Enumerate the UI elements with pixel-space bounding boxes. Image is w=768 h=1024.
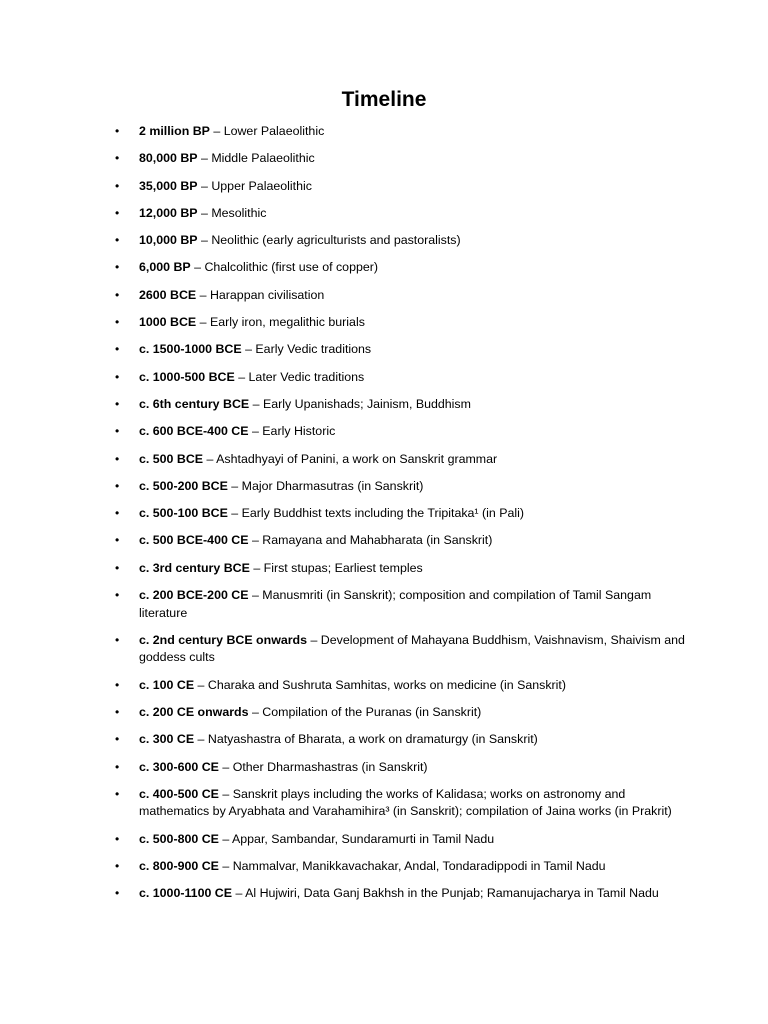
timeline-entry bbox=[0, 885, 768, 903]
timeline-entry bbox=[0, 560, 768, 578]
timeline-list bbox=[0, 123, 768, 913]
bullet-icon: • bbox=[115, 886, 120, 901]
entry-separator: – bbox=[249, 396, 263, 411]
entry-description: Major Dharmasutras (in Sanskrit) bbox=[241, 478, 424, 493]
entry-description: Manusmriti (in Sanskrit); composition and compilation of Tamil Sangam literature bbox=[139, 588, 652, 620]
timeline-entry bbox=[0, 287, 768, 305]
entry-separator: – bbox=[190, 260, 205, 275]
entry-date: c. 300-600 CE bbox=[139, 759, 219, 774]
entry-description: Mesolithic bbox=[211, 205, 267, 220]
timeline-entry bbox=[0, 478, 768, 496]
bullet-icon: • bbox=[115, 205, 120, 220]
entry-date: c. 100 CE bbox=[139, 677, 195, 692]
bullet-icon: • bbox=[115, 786, 120, 801]
timeline-entry bbox=[0, 341, 768, 359]
entry-description: Chalcolithic (first use of copper) bbox=[204, 260, 378, 275]
entry-date: c. 1000-500 BCE bbox=[139, 369, 235, 384]
entry-separator: – bbox=[218, 786, 233, 801]
entry-date: 1000 BCE bbox=[139, 315, 197, 330]
entry-description: Appar, Sambandar, Sundaramurti in Tamil Nadu bbox=[232, 831, 495, 846]
bullet-icon: • bbox=[115, 451, 120, 466]
page-title: Timeline bbox=[341, 88, 427, 111]
bullet-icon: • bbox=[115, 759, 120, 774]
entry-description: Ramayana and Mahabharata (in Sanskrit) bbox=[262, 533, 493, 548]
entry-description: Early Historic bbox=[262, 424, 336, 439]
entry-date: c. 6th century BCE bbox=[139, 396, 250, 411]
entry-description: Natyashastra of Bharata, a work on dramaturgy (in Sanskrit) bbox=[207, 732, 538, 747]
entry-separator: – bbox=[218, 831, 232, 846]
entry-description: Early iron, megalithic burials bbox=[209, 315, 365, 330]
entry-description: Early Buddhist texts including the Tripitaka¹ (in Pali) bbox=[241, 506, 524, 521]
bullet-icon: • bbox=[115, 369, 120, 384]
bullet-icon: • bbox=[115, 178, 120, 193]
entry-description: Sanskrit plays including the works of Kalidasa; works on astronomy and mathematics by Aryabhata and Varahamihira³ (in Sanskrit); compilation of Jaina works (in Prakrit) bbox=[139, 786, 672, 819]
entry-description: Early Vedic traditions bbox=[255, 342, 372, 357]
entry-separator: – bbox=[248, 533, 263, 548]
timeline-entry bbox=[0, 532, 768, 550]
entry-separator: – bbox=[197, 233, 212, 248]
entry-separator: – bbox=[209, 124, 224, 138]
timeline-entry bbox=[0, 677, 768, 695]
timeline-entry bbox=[0, 731, 768, 749]
timeline-entry bbox=[0, 205, 768, 223]
timeline-entry bbox=[0, 123, 768, 141]
bullet-icon: • bbox=[115, 632, 120, 647]
bullet-icon: • bbox=[115, 287, 120, 302]
entry-date: c. 600 BCE-400 CE bbox=[139, 424, 249, 439]
entry-separator: – bbox=[232, 886, 246, 901]
entry-date: c. 500 BCE bbox=[139, 451, 204, 466]
entry-date: c. 1000-1100 CE bbox=[139, 886, 233, 901]
entry-separator: – bbox=[248, 424, 263, 439]
entry-separator: – bbox=[248, 704, 263, 719]
entry-separator: – bbox=[218, 759, 233, 774]
bullet-icon: • bbox=[115, 151, 120, 166]
entry-separator: – bbox=[197, 151, 212, 166]
entry-description: First stupas; Earliest temples bbox=[263, 560, 423, 575]
bullet-icon: • bbox=[115, 396, 120, 411]
entry-description: Charaka and Sushruta Samhitas, works on medicine (in Sanskrit) bbox=[207, 677, 567, 692]
entry-separator: – bbox=[194, 732, 208, 747]
entry-separator: – bbox=[227, 478, 242, 493]
entry-date: c. 500-200 BCE bbox=[139, 478, 228, 493]
entry-separator: – bbox=[197, 205, 212, 220]
entry-separator: – bbox=[307, 632, 321, 647]
bullet-icon: • bbox=[115, 533, 120, 548]
timeline-entry bbox=[0, 704, 768, 722]
entry-date: c. 500-100 BCE bbox=[139, 506, 228, 521]
timeline-entry bbox=[0, 858, 768, 876]
entry-date: c. 500 BCE-400 CE bbox=[139, 533, 249, 548]
entry-date: c. 3rd century BCE bbox=[139, 560, 250, 575]
timeline-entry bbox=[0, 505, 768, 523]
timeline-entry bbox=[0, 786, 768, 821]
bullet-icon: • bbox=[115, 560, 120, 575]
bullet-icon: • bbox=[115, 342, 120, 357]
entry-separator: – bbox=[196, 287, 210, 302]
bullet-icon: • bbox=[115, 858, 120, 873]
entry-date: c. 200 BCE-200 CE bbox=[139, 588, 249, 603]
timeline-entry bbox=[0, 314, 768, 332]
timeline-entry bbox=[0, 232, 768, 250]
bullet-icon: • bbox=[115, 478, 120, 493]
timeline-entry bbox=[0, 423, 768, 441]
timeline-entry bbox=[0, 759, 768, 777]
timeline-entry bbox=[0, 259, 768, 277]
entry-separator: – bbox=[203, 451, 217, 466]
bullet-icon: • bbox=[115, 831, 120, 846]
bullet-icon: • bbox=[115, 260, 120, 275]
entry-description: Lower Palaeolithic bbox=[223, 124, 325, 138]
bullet-icon: • bbox=[115, 424, 120, 439]
timeline-entry bbox=[0, 178, 768, 196]
timeline-entry bbox=[0, 369, 768, 387]
bullet-icon: • bbox=[115, 233, 120, 248]
entry-date: c. 1500-1000 BCE bbox=[139, 342, 242, 357]
timeline-entry bbox=[0, 587, 768, 622]
entry-description: Middle Palaeolithic bbox=[211, 151, 315, 166]
entry-separator: – bbox=[218, 858, 233, 873]
bullet-icon: • bbox=[115, 124, 120, 138]
entry-date: c. 300 CE bbox=[139, 732, 195, 747]
entry-separator: – bbox=[196, 315, 210, 330]
timeline-entry bbox=[0, 150, 768, 168]
entry-description: Later Vedic traditions bbox=[248, 369, 365, 384]
entry-description: Harappan civilisation bbox=[209, 287, 325, 302]
entry-description: Compilation of the Puranas (in Sanskrit) bbox=[262, 704, 482, 719]
bullet-icon: • bbox=[115, 732, 120, 747]
timeline-entry bbox=[0, 632, 768, 667]
entry-date: 10,000 BP bbox=[139, 233, 198, 248]
entry-date: c. 400-500 CE bbox=[139, 786, 219, 801]
bullet-icon: • bbox=[115, 588, 120, 603]
bullet-icon: • bbox=[115, 704, 120, 719]
entry-date: 12,000 BP bbox=[139, 205, 198, 220]
entry-description: Upper Palaeolithic bbox=[211, 178, 312, 193]
timeline-entry bbox=[0, 451, 768, 469]
timeline-entry bbox=[0, 831, 768, 849]
entry-description: Nammalvar, Manikkavachakar, Andal, Tondaradippodi in Tamil Nadu bbox=[232, 858, 606, 873]
entry-separator: – bbox=[194, 677, 208, 692]
entry-description: Ashtadhyayi of Panini, a work on Sanskrit grammar bbox=[216, 451, 498, 466]
entry-date: 80,000 BP bbox=[139, 151, 198, 166]
entry-separator: – bbox=[248, 588, 263, 603]
entry-separator: – bbox=[249, 560, 264, 575]
timeline-entry bbox=[0, 396, 768, 414]
entry-description: Neolithic (early agriculturists and pastoralists) bbox=[211, 233, 461, 248]
entry-separator: – bbox=[227, 506, 242, 521]
bullet-icon: • bbox=[115, 315, 120, 330]
entry-date: c. 200 CE onwards bbox=[139, 704, 249, 719]
entry-date: c. 800-900 CE bbox=[139, 858, 219, 873]
entry-description: Al Hujwiri, Data Ganj Bakhsh in the Punjab; Ramanujacharya in Tamil Nadu bbox=[245, 886, 659, 901]
entry-separator: – bbox=[234, 369, 249, 384]
entry-description: Development of Mahayana Buddhism, Vaishnavism, Shaivism and goddess cults bbox=[139, 632, 685, 665]
entry-separator: – bbox=[197, 178, 212, 193]
entry-description: Other Dharmashastras (in Sanskrit) bbox=[232, 759, 428, 774]
entry-date: c. 2nd century BCE onwards bbox=[139, 632, 307, 647]
bullet-icon: • bbox=[115, 677, 120, 692]
entry-date: c. 500-800 CE bbox=[139, 831, 219, 846]
entry-date: 35,000 BP bbox=[139, 178, 198, 193]
entry-separator: – bbox=[241, 342, 256, 357]
entry-date: 2600 BCE bbox=[139, 287, 197, 302]
entry-date: 6,000 BP bbox=[139, 260, 191, 275]
entry-description: Early Upanishads; Jainism, Buddhism bbox=[262, 396, 471, 411]
bullet-icon: • bbox=[115, 506, 120, 521]
entry-date: 2 million BP bbox=[139, 124, 210, 138]
